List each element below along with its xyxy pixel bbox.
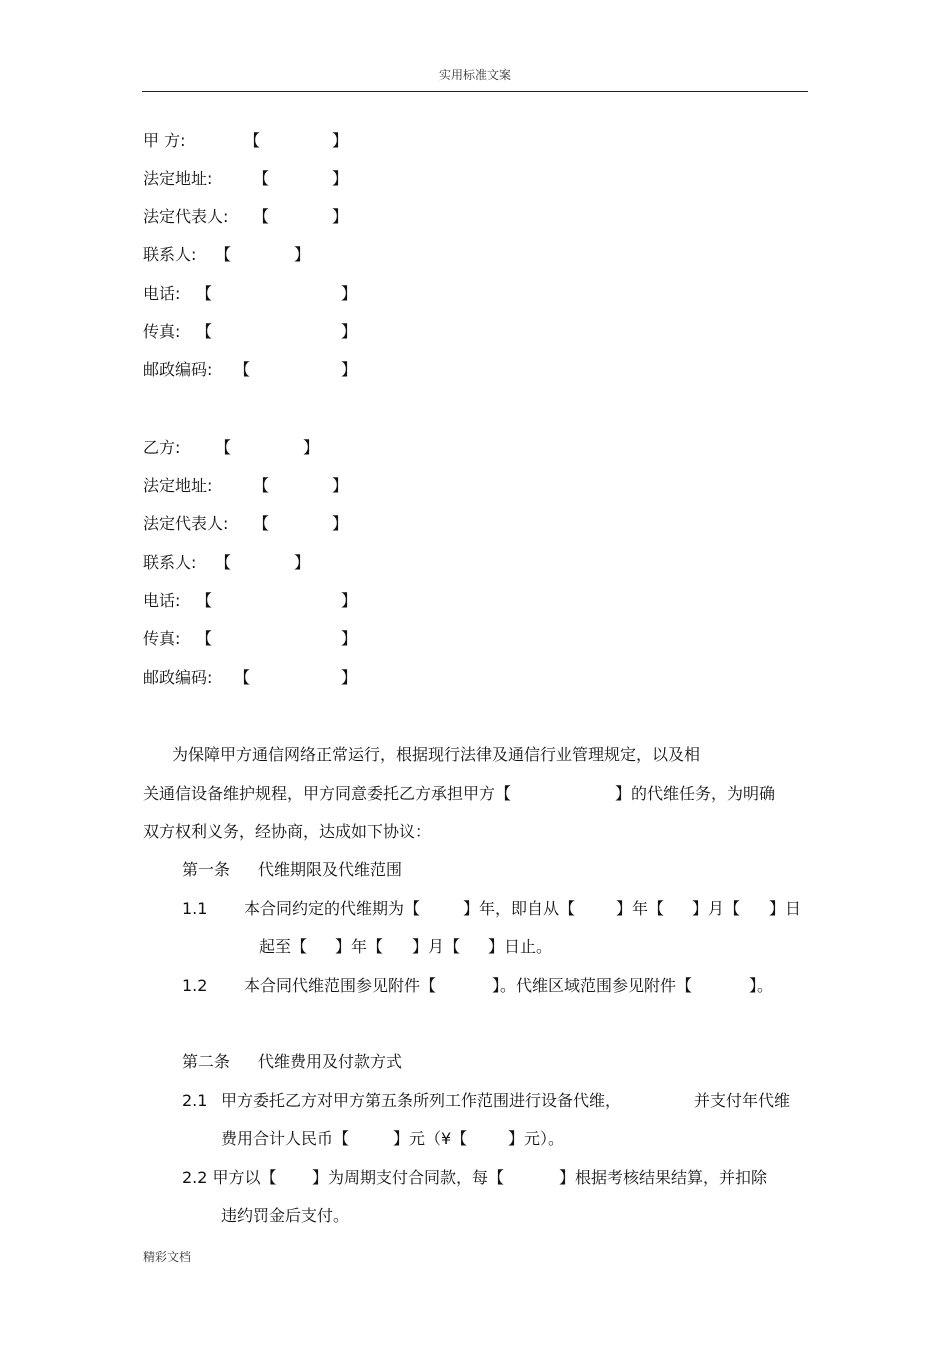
text: 本合同代维范围参见附件【 [244,976,437,995]
label: 法定代表人: [143,514,229,533]
label: 法定地址: [143,169,213,188]
bracket-close: 】 [341,322,358,341]
bracket-open: 【 [234,668,251,687]
article-number: 第二条 [182,1052,231,1071]
bracket-open: 【 [215,553,232,572]
clause-number: 1.2 [182,976,208,995]
bracket-close: 】 [332,169,349,188]
bracket-close: 】 [341,629,358,648]
bracket-close: 】 [332,514,349,533]
bracket-open: 【 [253,169,270,188]
bracket-open: 【 [215,438,232,457]
bracket-open: 【 [253,207,270,226]
bracket-close: 】 [294,553,311,572]
bracket-open: 【 [196,322,213,341]
text: 】日止。 [488,937,553,956]
text: 本合同约定的代维期为【 [244,899,421,918]
bracket-open: 【 [196,284,213,303]
page-footer: 精彩文档 [143,1250,192,1264]
text: 】月【 [412,937,461,956]
bracket-close: 】 [332,207,349,226]
text: 】。 [749,976,774,995]
text: 】元）。 [508,1129,565,1148]
text: 费用合计人民币【 [221,1129,350,1148]
label: 邮政编码: [143,360,213,379]
clause-number: 1.1 [182,899,208,918]
bracket-open: 【 [253,476,270,495]
bracket-close: 】 [341,360,358,379]
article-heading: 代维期限及代维范围 [258,860,403,879]
text: 】年【 [335,937,384,956]
text: 】年，即自从【 [463,899,576,918]
bracket-open: 【 [196,591,213,610]
label: 法定代表人: [143,207,229,226]
intro-line-1: 为保障甲方通信网络正常运行，根据现行法律及通信行业管理规定，以及相 [172,745,701,764]
label: 联系人: [143,553,197,572]
bracket-open: 【 [253,514,270,533]
text: 】月【 [692,899,741,918]
text: 关通信设备维护规程，甲方同意委托乙方承担甲方【 [143,784,512,803]
text: 2.2 甲方以【 [182,1168,277,1187]
label: 邮政编码: [143,668,213,687]
label: 电话: [143,284,181,303]
bracket-close: 】 [341,284,358,303]
text: 起至【 [259,937,308,956]
bracket-open: 【 [244,131,261,150]
label: 传真: [143,629,181,648]
clause-number: 2.1 [182,1091,208,1110]
bracket-open: 【 [215,245,232,264]
label: 电话: [143,591,181,610]
text: 】元（¥【 [393,1129,468,1148]
article-number: 第一条 [182,860,231,879]
bracket-close: 】 [341,668,358,687]
label: 法定地址: [143,476,213,495]
text: 】日 [769,899,802,918]
page-header: 实用标准文案 [438,68,511,82]
label: 甲 方: [143,131,186,150]
label: 传真: [143,322,181,341]
label: 联系人: [143,245,197,264]
text: 】年【 [616,899,665,918]
bracket-close: 】 [341,591,358,610]
text: 】。代维区域范围参见附件【 [492,976,693,995]
bracket-close: 】 [332,131,349,150]
clause-2-2-line-2: 违约罚金后支付。 [221,1206,350,1225]
bracket-open: 【 [196,629,213,648]
bracket-close: 】 [332,476,349,495]
bracket-close: 】 [294,245,311,264]
article-heading: 代维费用及付款方式 [258,1052,403,1071]
text: 并支付年代维 [694,1091,791,1110]
text: 】根据考核结果结算，并扣除 [559,1168,768,1187]
bracket-open: 【 [234,360,251,379]
label: 乙方: [143,438,181,457]
text: 甲方委托乙方对甲方第五条所列工作范围进行设备代维， [221,1091,622,1110]
header-divider [142,91,808,92]
text: 】为周期支付合同款，每【 [312,1168,505,1187]
intro-line-3: 双方权利义务，经协商，达成如下协议： [143,822,432,841]
text: 】的代维任务，为明确 [615,784,776,803]
bracket-close: 】 [303,438,320,457]
